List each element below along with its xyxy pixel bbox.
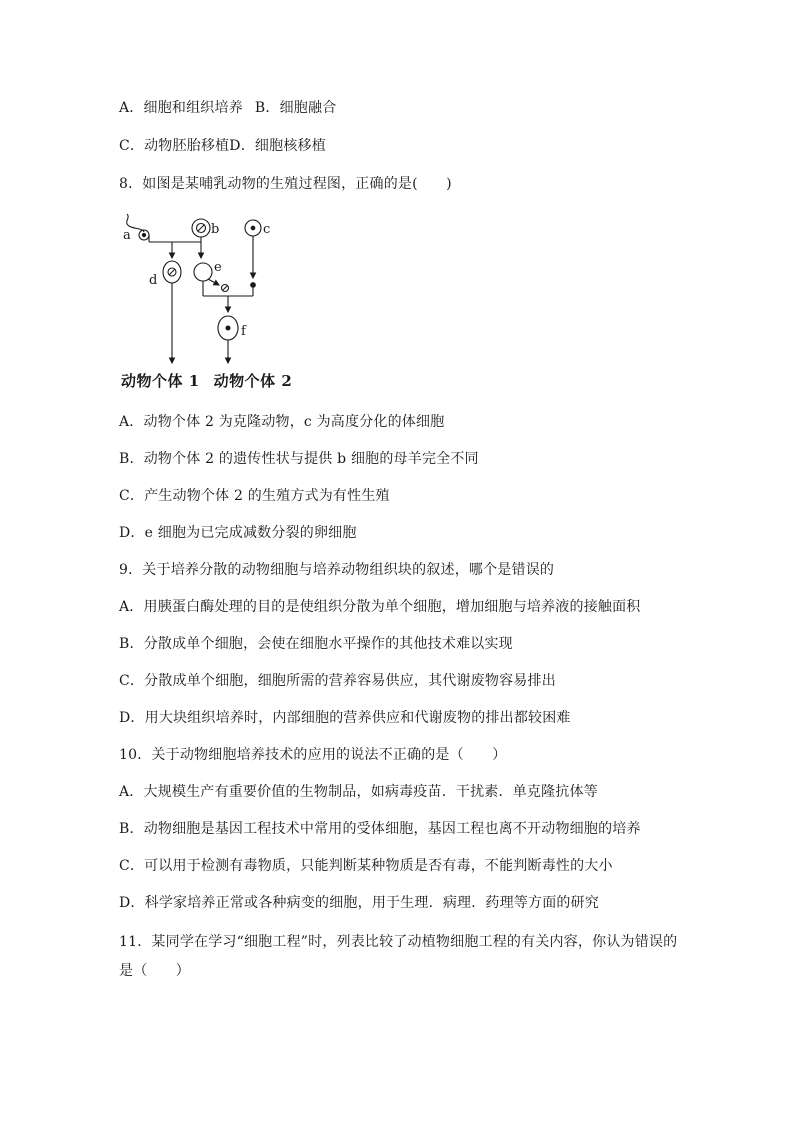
q9-option-b: B．分散成单个细胞，会使在细胞水平操作的其他技术难以实现 <box>119 636 513 652</box>
q9-option-d: D．用大块组织培养时，内部细胞的营养供应和代谢废物的排出都较困难 <box>119 710 571 726</box>
q10-option-b: B．动物细胞是基因工程技术中常用的受体细胞，基因工程也离不开动物细胞的培养 <box>119 821 641 837</box>
label-e: e <box>214 260 222 275</box>
q9-stem: 9．关于培养分散的动物细胞与培养动物组织块的叙述，哪个是错误的 <box>119 562 555 578</box>
q10-stem: 10．关于动物细胞培养技术的应用的说法不正确的是（ ） <box>119 747 507 763</box>
q9-option-c: C．分散成单个细胞，细胞所需的营养容易供应，其代谢废物容易排出 <box>119 673 556 689</box>
reproduction-process-diagram <box>119 208 299 370</box>
q8-option-b: B．动物个体 2 的遗传性状与提供 b 细胞的母羊完全不同 <box>119 451 479 467</box>
label-b: b <box>211 222 220 237</box>
caption-individual-2: 动物个体 2 <box>213 372 293 390</box>
q8-stem: 8．如图是某哺乳动物的生殖过程图，正确的是( ) <box>119 176 452 192</box>
q8-option-d: D．e 细胞为已完成减数分裂的卵细胞 <box>119 525 357 541</box>
caption-individual-1: 动物个体 1 <box>121 372 200 390</box>
diagram-caption <box>121 370 306 391</box>
q11-stem: 11．某同学在学习“细胞工程”时，列表比较了动植物细胞工程的有关内容，你认为错误的是（ ） <box>119 934 678 979</box>
label-a: a <box>123 228 131 243</box>
q10-option-a: A．大规模生产有重要价值的生物制品，如病毒疫苗．干扰素．单克隆抗体等 <box>119 784 598 800</box>
q10-option-c: C．可以用于检测有毒物质，只能判断某种物质是否有毒，不能判断毒性的大小 <box>119 858 613 874</box>
q8-option-c: C．产生动物个体 2 的生殖方式为有性生殖 <box>119 488 390 504</box>
q7-option-row-2: C．动物胚胎移植D．细胞核移植 <box>119 138 326 154</box>
q8-option-a: A．动物个体 2 为克隆动物，c 为高度分化的体细胞 <box>119 414 445 430</box>
q7-option-a: A．细胞和组织培养 <box>119 100 243 116</box>
label-c: c <box>263 222 271 237</box>
q9-option-a: A．用胰蛋白酶处理的目的是使组织分散为单个细胞，增加细胞与培养液的接触面积 <box>119 599 641 615</box>
q10-option-d: D．科学家培养正常或各种病变的细胞，用于生理．病理．药理等方面的研究 <box>119 895 600 911</box>
label-f: f <box>241 324 246 339</box>
q7-option-b: B．细胞融合 <box>254 100 337 116</box>
cell-e <box>194 263 212 281</box>
q7-option-row-1 <box>119 99 336 117</box>
label-d: d <box>149 273 158 288</box>
